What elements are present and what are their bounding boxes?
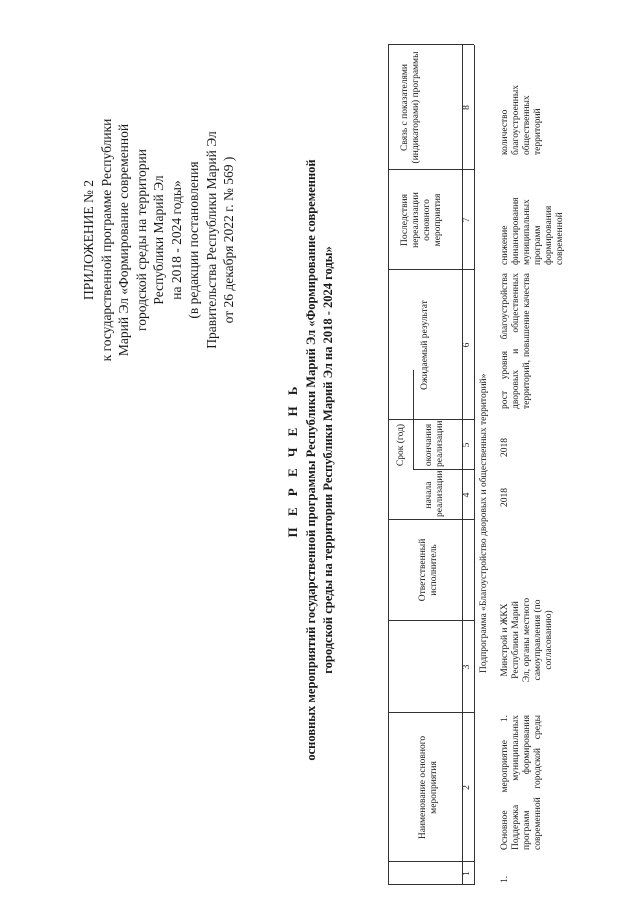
column-number: 6: [462, 342, 472, 348]
appendix-block: [80, 75, 238, 405]
row-number: 1.: [500, 875, 510, 883]
row-name: Основное мероприятие 1. Поддержка муниципальных программ формирования современной городской среды: [500, 715, 543, 850]
column-number: 5: [462, 442, 472, 448]
header-result: Ожидаемый результат: [420, 300, 430, 390]
row-start-year: 2018: [500, 488, 510, 507]
appendix-line: ПРИЛОЖЕНИЕ № 2: [81, 179, 96, 301]
column-number: 1: [462, 871, 472, 876]
column-number: 7: [462, 217, 472, 223]
appendix-line: к государственной программе Республики: [98, 118, 114, 362]
appendix-line: Республики Марий Эл: [151, 175, 166, 305]
column-number: 4: [462, 492, 472, 498]
column-number: 3: [462, 664, 472, 670]
row-executor: Минстрой и ЖКХ Республики Марий Эл, органы местного самоуправления (по согласованию): [500, 597, 554, 683]
document-title-line-1: основных мероприятий государственной программы Республики Марий Эл «Формирование современной: [304, 159, 318, 761]
header-start: начала реализации: [424, 470, 445, 517]
row-end-year: 2018: [500, 438, 510, 457]
column-number: 2: [462, 785, 472, 790]
appendix-line: от 26 декабря 2022 г. № 569 ): [221, 156, 236, 324]
row-link: количество благоустроенных общественных территорий: [500, 85, 543, 155]
header-link: Связь с показателями (индикаторами) программы: [400, 51, 421, 164]
appendix-line: Марий Эл «Формирование современной: [116, 123, 131, 357]
appendix-line: (в редакции постановления: [186, 161, 201, 319]
row-consequence: снижение финансирования муниципальных программ формирования современной: [500, 197, 565, 265]
header-name: Наименование основного мероприятия: [418, 735, 439, 840]
document-heading: П Е Р Е Ч Е Н Ь: [285, 382, 300, 538]
number-row-bottom-line: [474, 45, 475, 885]
appendix-line: городской среды на территории: [133, 149, 149, 331]
header-term: Срок (год): [396, 423, 406, 467]
subprogram-title: Подпрограмма «Благоустройство дворовых и общественных территорий»: [479, 373, 489, 673]
table-top-border: [388, 45, 389, 885]
header-end: окончания реализации: [424, 420, 445, 467]
term-divider: [413, 370, 414, 470]
row-result: рост уровня благоустройства дворовых и общественных территорий, повышение качества: [500, 273, 532, 409]
header-consequences: Последствия нереализации основного мероприятия: [400, 192, 443, 248]
column-number: 8: [462, 105, 472, 110]
header-executor: Ответственный исполнитель: [418, 538, 439, 602]
appendix-line: Правительства Республики Марий Эл: [203, 131, 219, 349]
appendix-line: на 2018 - 2024 годы»: [168, 180, 184, 300]
document-title-line-2: городской среды на территории Республики Марий Эл на 2018 - 2024 годы»: [321, 246, 335, 674]
